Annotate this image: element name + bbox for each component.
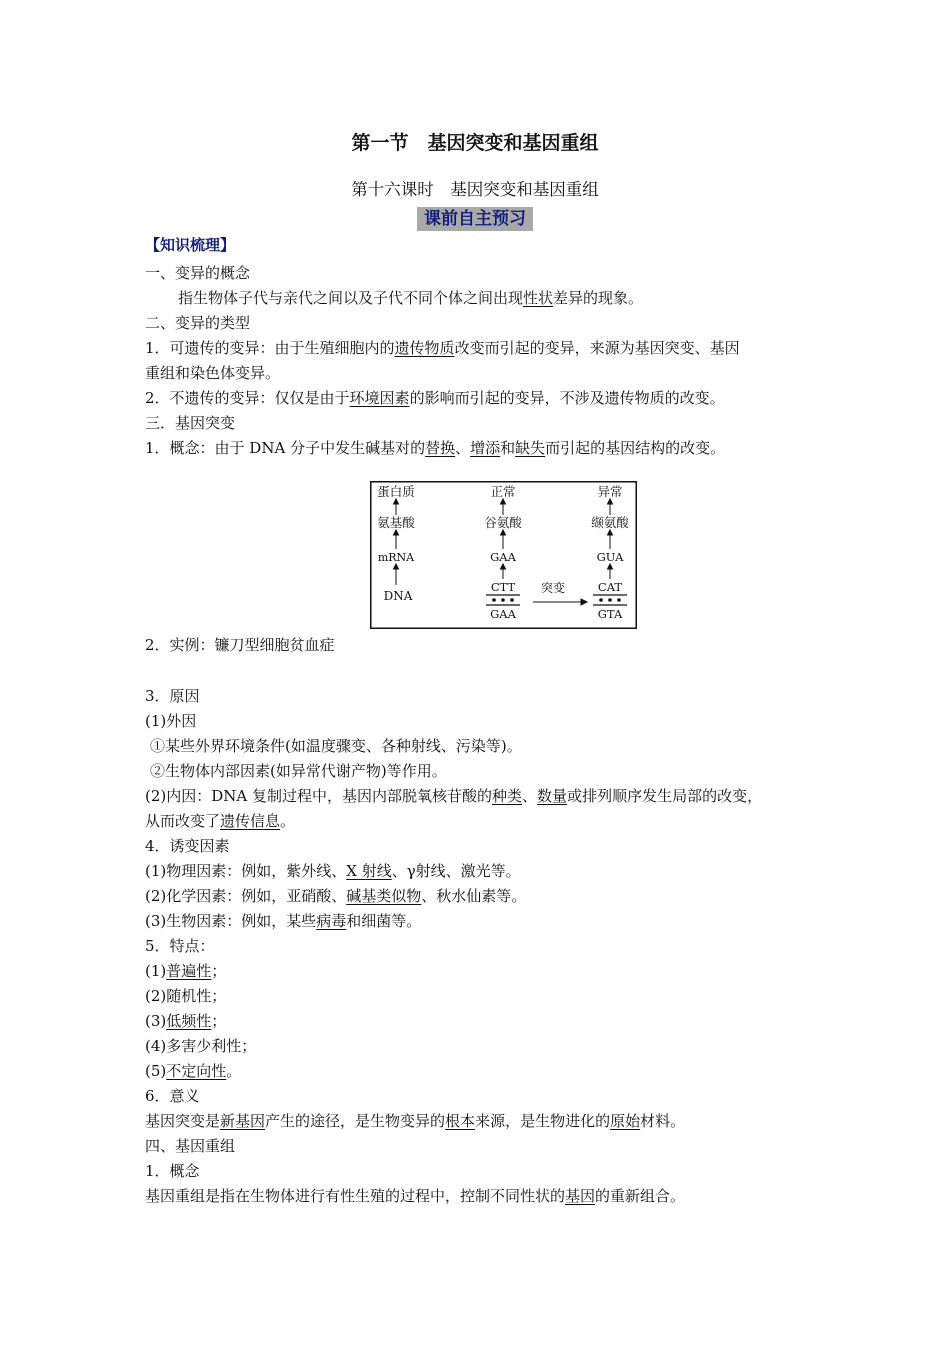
answer-blank: 遗传信息 <box>220 812 281 830</box>
preview-banner: 课前自主预习 <box>417 207 533 231</box>
text-line: (4)多害少利性； <box>145 1037 257 1055</box>
text-line: 三．基因突变 <box>145 414 236 432</box>
text-line: 1．可遗传的变异：由于生殖细胞内的遗传物质改变而引起的变异，来源为基因突变、基因 <box>145 339 740 357</box>
answer-blank: 原始 <box>610 1112 641 1130</box>
label-mutation: 突变 <box>540 581 566 595</box>
label-glutamate: 谷氨酸 <box>484 515 522 530</box>
text-line: ①某些外界环境条件(如温度骤变、各种射线、污染等)。 <box>150 737 522 755</box>
answer-blank: 缺失 <box>515 439 546 457</box>
text-line: 3．原因 <box>145 687 200 705</box>
text-line: 指生物体子代与亲代之间以及子代不同个体之间出现性状差异的现象。 <box>178 289 644 307</box>
section-heading: 【知识梳理】 <box>145 236 236 254</box>
answer-blank: 根本 <box>445 1112 476 1130</box>
answer-blank: 遗传物质 <box>394 339 455 357</box>
label-mrna: mRNA <box>377 551 415 564</box>
answer-blank: 数量 <box>537 787 568 805</box>
label-codon-mutant: GUA <box>596 550 624 564</box>
label-valine: 缬氨酸 <box>591 515 629 530</box>
text-line: 从而改变了遗传信息。 <box>145 812 296 830</box>
label-dna: DNA <box>383 589 413 603</box>
answer-blank: 低频性 <box>166 1012 212 1030</box>
label-abnormal: 异常 <box>597 484 623 499</box>
text-line: (5)不定向性。 <box>145 1062 242 1080</box>
answer-blank: 种类 <box>492 787 523 805</box>
answer-blank: 替换 <box>425 439 456 457</box>
answer-blank: X 射线 <box>346 862 392 880</box>
answer-blank: 基因 <box>565 1187 596 1205</box>
text-line: 1．概念：由于 DNA 分子中发生碱基对的替换、增添和缺失而引起的基因结构的改变。 <box>145 439 726 457</box>
label-dna-bottom-mutant: GTA <box>597 607 623 621</box>
label-normal: 正常 <box>490 484 516 499</box>
text-line: ②生物体内部因素(如异常代谢产物)等作用。 <box>150 762 447 780</box>
answer-blank: 不定向性 <box>166 1062 227 1080</box>
text-line: 6．意义 <box>145 1087 200 1105</box>
text-line: 5．特点： <box>145 937 215 955</box>
text-line: (3)生物因素：例如，某些病毒和细菌等。 <box>145 912 422 930</box>
label-codon-normal: GAA <box>490 550 516 564</box>
text-line: (2)随机性； <box>145 987 227 1005</box>
text-line: 1．概念 <box>145 1162 200 1180</box>
label-dna-top-mutant: CAT <box>597 580 623 594</box>
answer-blank: 新基因 <box>220 1112 266 1130</box>
answer-blank: 性状 <box>523 289 554 307</box>
label-dna-top-normal: CTT <box>490 580 516 594</box>
answer-blank: 普遍性 <box>166 962 212 980</box>
text-line: 一、变异的概念 <box>145 264 251 282</box>
lesson-subtitle: 第十六课时 基因突变和基因重组 <box>351 180 599 199</box>
text-line: (2)内因：DNA 复制过程中，基因内部脱氧核苷酸的种类、数量或排列顺序发生局部的改变， <box>145 787 763 805</box>
answer-blank: 增添 <box>470 439 501 457</box>
label-amino-acid: 氨基酸 <box>377 515 415 530</box>
text-line: (3)低频性； <box>145 1012 227 1030</box>
text-line: (1)外因 <box>145 712 197 730</box>
label-protein: 蛋白质 <box>377 484 415 499</box>
label-dna-bottom-normal: GAA <box>490 607 516 621</box>
answer-blank: 碱基类似物 <box>346 887 422 905</box>
text-line: (1)普遍性； <box>145 962 227 980</box>
page-title: 第一节 基因突变和基因重组 <box>351 132 599 154</box>
text-line: 4．诱变因素 <box>145 837 230 855</box>
text-line: 二、变异的类型 <box>145 314 251 332</box>
answer-blank: 病毒 <box>316 912 347 930</box>
text-line: 基因重组是指在生物体进行有性生殖的过程中，控制不同性状的基因的重新组合。 <box>145 1187 686 1205</box>
text-line: 重组和染色体变异。 <box>145 364 281 382</box>
text-line: 四、基因重组 <box>145 1137 236 1155</box>
text-line: 2．实例：镰刀型细胞贫血症 <box>145 636 335 654</box>
mutation-diagram <box>370 481 637 629</box>
text-line: (1)物理因素：例如，紫外线、X 射线、γ射线、激光等。 <box>145 862 521 880</box>
text-line: (2)化学因素：例如，亚硝酸、碱基类似物、秋水仙素等。 <box>145 887 527 905</box>
text-line: 基因突变是新基因产生的途径，是生物变异的根本来源，是生物进化的原始材料。 <box>145 1112 686 1130</box>
answer-blank: 环境因素 <box>349 389 410 407</box>
text-line: 2．不遗传的变异：仅仅是由于环境因素的影响而引起的变异，不涉及遗传物质的改变。 <box>145 389 725 407</box>
